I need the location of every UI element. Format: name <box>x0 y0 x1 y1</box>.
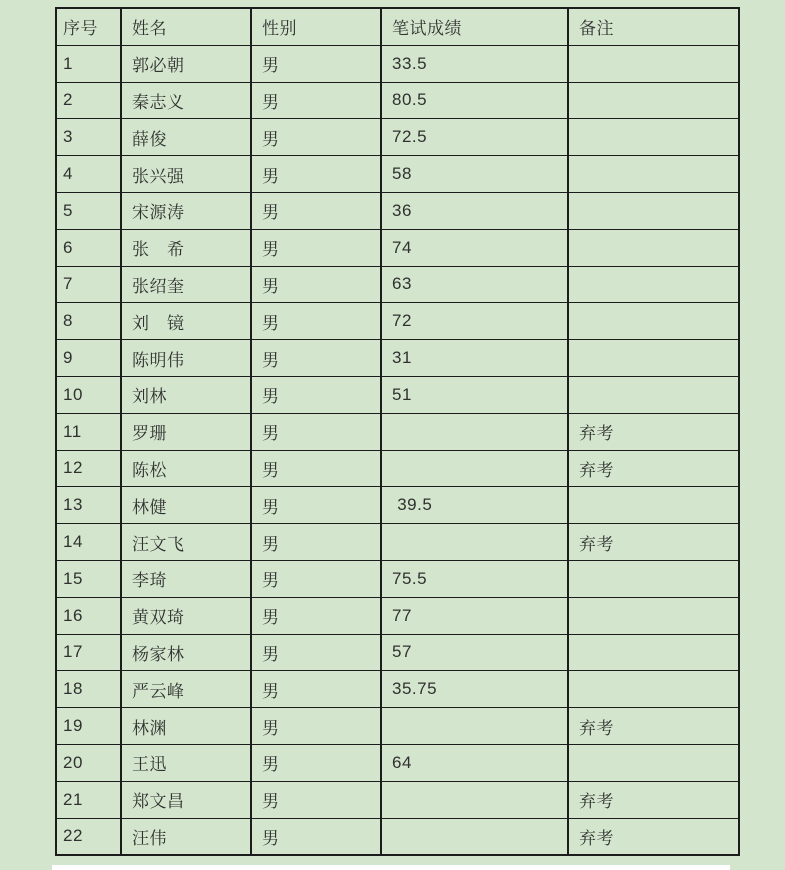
serial-cell: 21 <box>56 781 121 818</box>
col-header-name: 姓名 <box>121 8 251 45</box>
gender-cell: 男 <box>251 781 381 818</box>
serial-cell: 4 <box>56 156 121 193</box>
name-cell: 秦志义 <box>121 82 251 119</box>
table-row <box>56 82 739 119</box>
remark-cell <box>568 597 739 634</box>
name-cell: 黄双琦 <box>121 597 251 634</box>
table-row <box>56 156 739 193</box>
remark-cell: 弃考 <box>568 818 739 855</box>
table-row <box>56 376 739 413</box>
serial-cell: 6 <box>56 229 121 266</box>
gender-cell: 男 <box>251 119 381 156</box>
table-row <box>56 708 739 745</box>
remark-cell: 弃考 <box>568 450 739 487</box>
remark-cell <box>568 340 739 377</box>
remark-cell <box>568 229 739 266</box>
score-cell: 51 <box>381 376 568 413</box>
serial-cell: 7 <box>56 266 121 303</box>
gender-cell: 男 <box>251 156 381 193</box>
col-header-remark: 备注 <box>568 8 739 45</box>
remark-cell <box>568 376 739 413</box>
name-cell: 张 希 <box>121 229 251 266</box>
table-row <box>56 450 739 487</box>
gender-cell: 男 <box>251 82 381 119</box>
gender-cell: 男 <box>251 413 381 450</box>
score-cell: 77 <box>381 597 568 634</box>
remark-cell <box>568 487 739 524</box>
name-cell: 李琦 <box>121 560 251 597</box>
serial-cell: 9 <box>56 340 121 377</box>
name-cell: 罗珊 <box>121 413 251 450</box>
name-cell: 郭必朝 <box>121 45 251 82</box>
serial-cell: 20 <box>56 744 121 781</box>
gender-cell: 男 <box>251 634 381 671</box>
score-cell: 72 <box>381 303 568 340</box>
name-cell: 郑文昌 <box>121 781 251 818</box>
serial-cell: 10 <box>56 376 121 413</box>
name-cell: 林健 <box>121 487 251 524</box>
gender-cell: 男 <box>251 597 381 634</box>
score-cell: 31 <box>381 340 568 377</box>
score-cell <box>381 524 568 561</box>
table-row <box>56 192 739 229</box>
name-cell: 王迅 <box>121 744 251 781</box>
gender-cell: 男 <box>251 560 381 597</box>
serial-cell: 3 <box>56 119 121 156</box>
name-cell: 陈松 <box>121 450 251 487</box>
score-cell: 63 <box>381 266 568 303</box>
score-cell <box>381 781 568 818</box>
remark-cell <box>568 119 739 156</box>
remark-cell: 弃考 <box>568 413 739 450</box>
table-row <box>56 229 739 266</box>
remark-cell <box>568 266 739 303</box>
score-cell: 80.5 <box>381 82 568 119</box>
page-bottom-edge <box>52 865 730 870</box>
score-cell: 36 <box>381 192 568 229</box>
table-row <box>56 45 739 82</box>
remark-cell <box>568 45 739 82</box>
serial-cell: 5 <box>56 192 121 229</box>
gender-cell: 男 <box>251 45 381 82</box>
table-row <box>56 266 739 303</box>
name-cell: 张兴强 <box>121 156 251 193</box>
col-header-gender: 性别 <box>251 8 381 45</box>
gender-cell: 男 <box>251 744 381 781</box>
name-cell: 刘林 <box>121 376 251 413</box>
table-header-row <box>56 8 739 45</box>
name-cell: 宋源涛 <box>121 192 251 229</box>
table-row <box>56 818 739 855</box>
table-row <box>56 340 739 377</box>
serial-cell: 2 <box>56 82 121 119</box>
name-cell: 汪伟 <box>121 818 251 855</box>
table-row <box>56 597 739 634</box>
gender-cell: 男 <box>251 524 381 561</box>
score-cell: 58 <box>381 156 568 193</box>
gender-cell: 男 <box>251 818 381 855</box>
gender-cell: 男 <box>251 266 381 303</box>
score-cell <box>381 413 568 450</box>
table-row <box>56 119 739 156</box>
serial-cell: 16 <box>56 597 121 634</box>
score-cell: 75.5 <box>381 560 568 597</box>
remark-cell: 弃考 <box>568 708 739 745</box>
serial-cell: 12 <box>56 450 121 487</box>
score-cell <box>381 450 568 487</box>
gender-cell: 男 <box>251 303 381 340</box>
name-cell: 严云峰 <box>121 671 251 708</box>
table-row <box>56 744 739 781</box>
remark-cell <box>568 560 739 597</box>
gender-cell: 男 <box>251 376 381 413</box>
table-row <box>56 413 739 450</box>
serial-cell: 13 <box>56 487 121 524</box>
gender-cell: 男 <box>251 450 381 487</box>
table-row <box>56 634 739 671</box>
remark-cell <box>568 156 739 193</box>
remark-cell: 弃考 <box>568 781 739 818</box>
remark-cell: 弃考 <box>568 524 739 561</box>
remark-cell <box>568 634 739 671</box>
gender-cell: 男 <box>251 671 381 708</box>
gender-cell: 男 <box>251 229 381 266</box>
score-cell: 72.5 <box>381 119 568 156</box>
serial-cell: 18 <box>56 671 121 708</box>
serial-cell: 8 <box>56 303 121 340</box>
table-body <box>56 45 739 855</box>
serial-cell: 19 <box>56 708 121 745</box>
remark-cell <box>568 82 739 119</box>
name-cell: 薛俊 <box>121 119 251 156</box>
name-cell: 刘 镜 <box>121 303 251 340</box>
score-cell: 64 <box>381 744 568 781</box>
serial-cell: 1 <box>56 45 121 82</box>
score-table <box>55 7 740 856</box>
name-cell: 杨家林 <box>121 634 251 671</box>
score-cell: 57 <box>381 634 568 671</box>
serial-cell: 14 <box>56 524 121 561</box>
serial-cell: 11 <box>56 413 121 450</box>
remark-cell <box>568 671 739 708</box>
score-cell: 74 <box>381 229 568 266</box>
serial-cell: 22 <box>56 818 121 855</box>
name-cell: 张绍奎 <box>121 266 251 303</box>
name-cell: 陈明伟 <box>121 340 251 377</box>
name-cell: 林渊 <box>121 708 251 745</box>
remark-cell <box>568 744 739 781</box>
table-row <box>56 303 739 340</box>
table-row <box>56 781 739 818</box>
table-row <box>56 671 739 708</box>
score-cell <box>381 708 568 745</box>
score-cell <box>381 818 568 855</box>
table-row <box>56 524 739 561</box>
gender-cell: 男 <box>251 192 381 229</box>
col-header-serial: 序号 <box>56 8 121 45</box>
table-row <box>56 487 739 524</box>
score-cell: 39.5 <box>381 487 568 524</box>
score-cell: 33.5 <box>381 45 568 82</box>
score-cell: 35.75 <box>381 671 568 708</box>
name-cell: 汪文飞 <box>121 524 251 561</box>
col-header-score: 笔试成绩 <box>381 8 568 45</box>
gender-cell: 男 <box>251 340 381 377</box>
gender-cell: 男 <box>251 708 381 745</box>
serial-cell: 17 <box>56 634 121 671</box>
remark-cell <box>568 303 739 340</box>
gender-cell: 男 <box>251 487 381 524</box>
remark-cell <box>568 192 739 229</box>
serial-cell: 15 <box>56 560 121 597</box>
table-row <box>56 560 739 597</box>
